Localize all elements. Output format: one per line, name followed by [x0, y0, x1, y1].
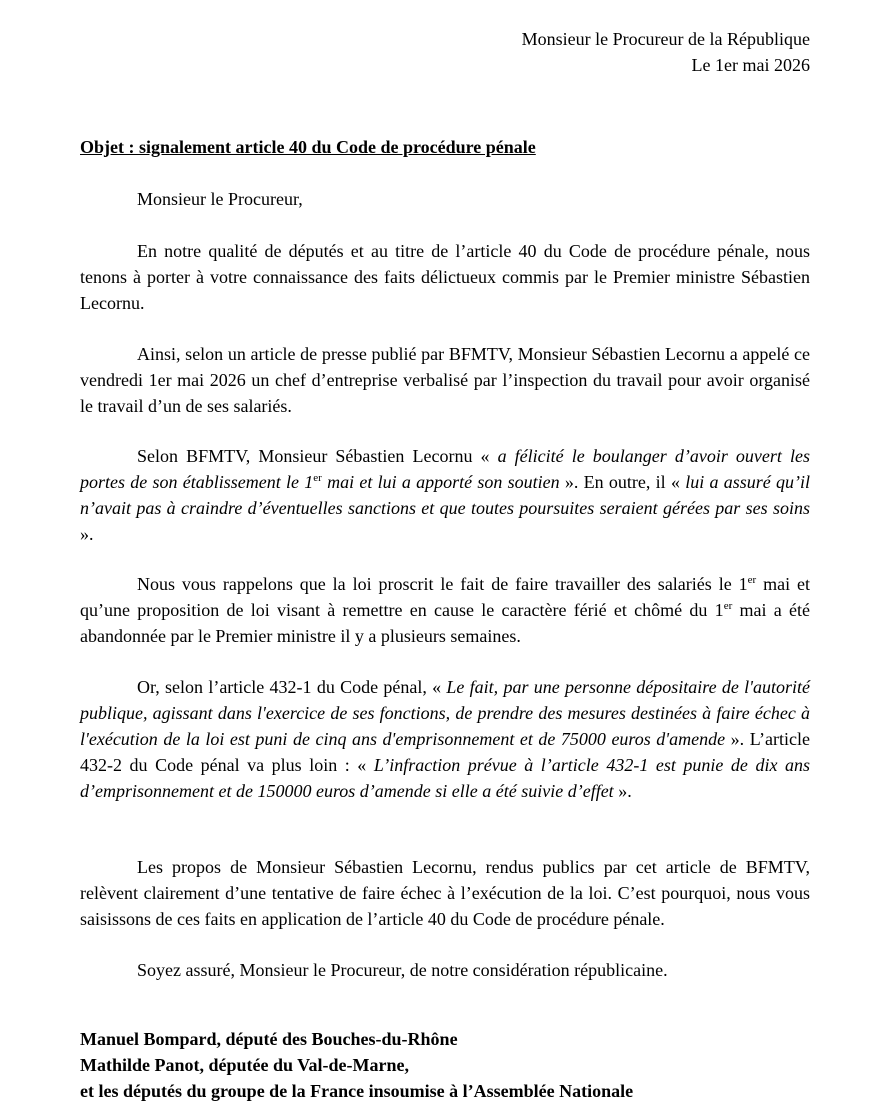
p5-end: ». [613, 781, 632, 801]
letter-header [522, 26, 810, 78]
p4-superscript-2: er [723, 600, 733, 612]
paragraph-1-text: En notre qualité de députés et au titre de l’article 40 du Code de procédure pénale, nous tenons à porter à votre connaissance des faits délictueux commis par le Premier ministre Sébastien Lecornu. [80, 241, 810, 313]
p4-part-a: Nous vous rappelons que la loi proscrit le fait de faire travailler des salariés le 1 [137, 574, 748, 594]
paragraph-4 [80, 571, 810, 649]
salutation-block [80, 186, 810, 212]
p5-quote-article-432-2: L’infraction prévue à l’article 432-1 est punie de dix ans d’emprisonnement et de 150000 euros d’amende si elle a été suivie d’effet [80, 755, 810, 801]
letter-subject: Objet : signalement article 40 du Code de procédure pénale [80, 137, 536, 157]
signature-line: Mathilde Panot, députée du Val-de-Marne, [80, 1055, 410, 1075]
paragraph-1 [80, 238, 810, 316]
p3-quote-2: lui a assuré qu’il n’avait pas à craindre d’éventuelles sanctions et que toutes poursuites seraient gérées par ses soins [80, 472, 811, 518]
p3-quote-1-end: mai et lui a apporté son soutien [321, 472, 560, 492]
p3-end: ». [80, 524, 94, 544]
signature-block [80, 1026, 633, 1104]
p4-part-e: mai a été abandonnée par le Premier ministre il y a plusieurs semaines. [80, 600, 810, 646]
p5-lead: Or, selon l’article 432-1 du Code pénal, « [137, 677, 447, 697]
p3-quote-1: a félicité le boulanger d’avoir ouvert les portes de son établissement le 1 [80, 446, 810, 492]
p5-middle: ». L’article 432-2 du Code pénal va plus loin : « [80, 729, 810, 775]
paragraph-6-text: Les propos de Monsieur Sébastien Lecornu, rendus publics par cet article de BFMTV, relèvent clairement d’une tentative de faire échec à l’exécution de la loi. C’est pourquoi, nous vous saisissons de ces faits en application de l’article 40 du Code de procédure pénale. [80, 857, 810, 929]
recipient-line: Monsieur le Procureur de la République [521, 29, 810, 49]
p3-middle: ». En outre, il « [559, 472, 686, 492]
signature-line: Manuel Bompard, député des Bouches-du-Rhône [80, 1029, 458, 1049]
p3-superscript: er [313, 472, 322, 484]
signature-line: et les députés du groupe de la France insoumise à l’Assemblée Nationale [80, 1081, 634, 1101]
paragraph-3-text [80, 443, 810, 547]
paragraph-4-text [80, 571, 810, 649]
paragraph-6 [80, 854, 810, 932]
p3-lead: Selon BFMTV, Monsieur Sébastien Lecornu « [137, 446, 498, 466]
p5-quote-article-432-1: Le fait, par une personne dépositaire de l'autorité publique, agissant dans l'exercice de ses fonctions, de prendre des mesures destinées à faire échec à l'exécution de la loi est puni de cinq ans d'emprisonnement et de 75000 euros d'amende [80, 677, 810, 749]
p4-part-c: mai et qu’une proposition de loi visant à remettre en cause le caractère férié et chômé du 1 [80, 574, 810, 620]
closing-formula: Soyez assuré, Monsieur le Procureur, de notre considération républicaine. [137, 960, 668, 980]
paragraph-3 [80, 443, 810, 547]
paragraph-2 [80, 341, 810, 419]
p4-superscript-1: er [747, 574, 757, 586]
salutation: Monsieur le Procureur, [137, 189, 303, 209]
paragraph-5 [80, 674, 810, 804]
closing-block [80, 957, 810, 983]
letter-date: Le 1er mai 2026 [691, 55, 810, 75]
paragraph-5-text [80, 674, 810, 804]
paragraph-2-text: Ainsi, selon un article de presse publié par BFMTV, Monsieur Sébastien Lecornu a appelé ce vendredi 1er mai 2026 un chef d’entreprise verbalisé par l’inspection du travail pour avoir organisé le travail d’un de ses salariés. [80, 344, 810, 416]
